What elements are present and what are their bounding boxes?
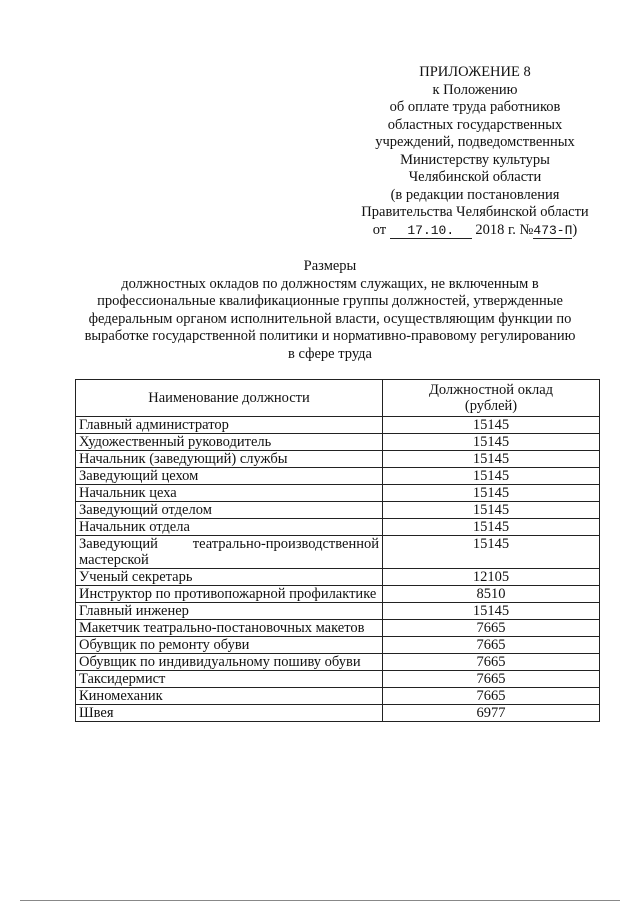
position-cell: Ученый секретарь <box>76 569 383 586</box>
salary-column-header <box>383 380 600 417</box>
salary-cell: 15145 <box>383 485 600 502</box>
table-row <box>76 502 600 519</box>
header-line: Министерству культуры <box>400 151 550 168</box>
year-text: 2018 г. № <box>475 221 534 238</box>
position-cell: Обувщик по ремонту обуви <box>76 637 383 654</box>
position-cell: Начальник отдела <box>76 519 383 536</box>
salary-cell: 15145 <box>383 417 600 434</box>
resolution-date: 17.10. <box>390 224 472 239</box>
salary-table <box>75 379 600 722</box>
table-row <box>76 451 600 468</box>
header-line: об оплате труда работников <box>389 99 561 115</box>
header-line: к Положению <box>432 81 518 98</box>
header-line: Правительства Челябинской области <box>361 204 589 220</box>
table-row <box>76 417 600 434</box>
position-cell: Главный инженер <box>76 603 383 620</box>
salary-cell: 15145 <box>383 536 600 569</box>
document-title <box>60 258 600 363</box>
salary-cell: 7665 <box>383 654 600 671</box>
position-cell: Главный администратор <box>76 417 383 434</box>
salary-cell: 15145 <box>383 434 600 451</box>
appendix-header <box>330 64 620 239</box>
resolution-number: 473-П <box>533 222 573 238</box>
table-row <box>76 569 600 586</box>
salary-cell: 6977 <box>383 705 600 722</box>
title-line: выработке государственной политики и нормативно-правовому регулированию <box>84 328 576 344</box>
salary-cell: 15145 <box>383 603 600 620</box>
position-cell: Инструктор по противопожарной профилактике <box>76 586 383 603</box>
salary-cell: 7665 <box>383 637 600 654</box>
table-row <box>76 519 600 536</box>
table-row <box>76 468 600 485</box>
resolution-date-line <box>330 222 620 240</box>
table-row <box>76 688 600 705</box>
position-cell: Обувщик по индивидуальному пошиву обуви <box>76 654 383 671</box>
salary-cell: 7665 <box>383 620 600 637</box>
title-line: профессиональные квалификационные группы должностей, утвержденные <box>97 293 563 309</box>
table-row <box>76 620 600 637</box>
salary-cell: 7665 <box>383 688 600 705</box>
salary-cell: 15145 <box>383 468 600 485</box>
position-cell: Таксидермист <box>76 671 383 688</box>
table-row <box>76 586 600 603</box>
position-cell: Заведующий отделом <box>76 502 383 519</box>
page-bottom-rule <box>20 900 620 901</box>
table-row <box>76 671 600 688</box>
header-line: областных государственных <box>387 116 563 133</box>
salary-cell: 7665 <box>383 671 600 688</box>
table-row <box>76 536 600 569</box>
position-cell: Художественный руководитель <box>76 434 383 451</box>
table-row <box>76 654 600 671</box>
header-line: (в редакции постановления <box>390 186 560 203</box>
salary-cell: 15145 <box>383 451 600 468</box>
position-cell: Заведующий театрально-производственной мастерской <box>76 536 383 569</box>
table-row <box>76 705 600 722</box>
title-line: должностных окладов по должностям служащих, не включенным в <box>121 275 539 292</box>
salary-cell: 15145 <box>383 519 600 536</box>
header-line: Челябинской области <box>408 169 542 185</box>
position-cell: Швея <box>76 705 383 722</box>
position-cell: Киномеханик <box>76 688 383 705</box>
table-row <box>76 434 600 451</box>
table-row <box>76 637 600 654</box>
header-line: учреждений, подведомственных <box>375 134 575 150</box>
position-cell: Макетчик театрально-постановочных макетов <box>76 620 383 637</box>
salary-header-line1: Должностной оклад <box>428 382 554 398</box>
closing-paren: ) <box>572 221 578 238</box>
title-line: в сфере труда <box>288 345 372 362</box>
salary-header-line2: (рублей) <box>464 398 518 414</box>
salary-cell: 8510 <box>383 586 600 603</box>
salary-cell: 15145 <box>383 502 600 519</box>
position-column-header: Наименование должности <box>76 380 383 417</box>
appendix-title: ПРИЛОЖЕНИЕ 8 <box>419 64 531 80</box>
title-line: федеральным органом исполнительной власти, осуществляющим функции по <box>88 310 572 327</box>
title-heading: Размеры <box>303 258 357 274</box>
salary-cell: 12105 <box>383 569 600 586</box>
table-row <box>76 603 600 620</box>
position-cell: Начальник (заведующий) службы <box>76 451 383 468</box>
table-header-row <box>76 380 600 417</box>
date-prefix: от <box>372 221 387 238</box>
table-row <box>76 485 600 502</box>
position-cell: Начальник цеха <box>76 485 383 502</box>
position-cell: Заведующий цехом <box>76 468 383 485</box>
